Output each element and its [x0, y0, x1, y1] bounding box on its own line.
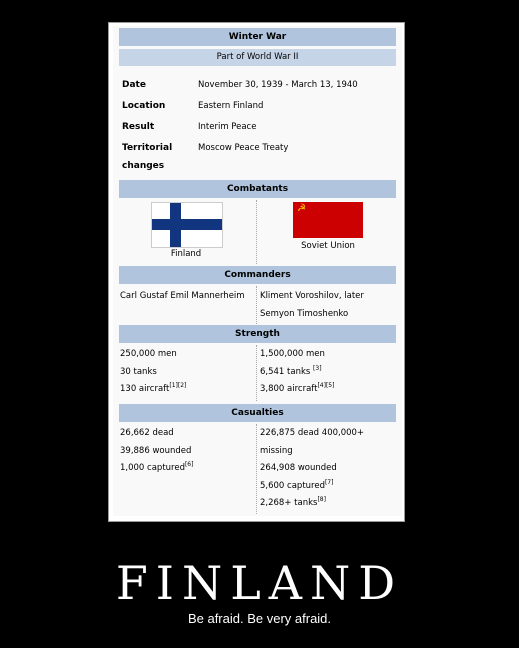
- citation-link[interactable]: [1][2]: [169, 382, 187, 390]
- soviet-flag-icon: ☭: [293, 202, 363, 238]
- casualty-item: 39,886 wounded: [120, 445, 192, 456]
- section-casualties: Casualties: [119, 404, 396, 422]
- row-label-result: Result: [122, 122, 155, 132]
- combatant-finland: Finland: [170, 249, 202, 259]
- combatant-soviet-union: Soviet Union: [301, 241, 355, 251]
- commander-name: Semyon Timoshenko: [260, 308, 349, 319]
- poster-caption: Be afraid. Be very afraid.: [187, 611, 332, 626]
- citation-link[interactable]: [4][5]: [317, 382, 335, 390]
- casualty-item: 226,875 dead 400,000+: [260, 428, 365, 438]
- casualty-item: 26,662 dead: [120, 428, 174, 438]
- row-value-date: November 30, 1939 - March 13, 1940: [198, 80, 358, 90]
- section-strength: Strength: [119, 325, 396, 343]
- strength-item: 30 tanks: [120, 366, 157, 377]
- commander-name: Kliment Voroshilov, later: [260, 291, 364, 301]
- citation-link[interactable]: [7]: [324, 478, 334, 486]
- row-value-territorial: Moscow Peace Treaty: [198, 143, 289, 153]
- strength-finland: [120, 346, 186, 399]
- casualty-item: 5,600 captured[7]: [260, 478, 334, 491]
- commanders-finland: [120, 288, 245, 306]
- combatants-divider: [256, 200, 257, 264]
- casualties-soviet: [260, 425, 364, 513]
- row-label-location: Location: [122, 101, 166, 111]
- row-value-result: Interim Peace: [198, 122, 257, 132]
- casualty-item: 2,268+ tanks[8]: [260, 496, 326, 508]
- strength-divider: [256, 345, 257, 401]
- row-label-territorial: Territorial: [122, 143, 173, 153]
- casualty-item: 264,908 wounded: [260, 463, 337, 473]
- finland-flag-icon: [151, 202, 223, 248]
- infobox-subtitle: Part of World War II: [119, 49, 396, 66]
- row-label-changes: changes: [122, 161, 165, 171]
- strength-soviet: [260, 346, 334, 399]
- citation-link[interactable]: [6]: [184, 461, 194, 469]
- casualty-item: 1,000 captured[6]: [120, 461, 194, 473]
- citation-link[interactable]: [3]: [313, 364, 322, 372]
- poster-title: FINLAND: [115, 556, 404, 610]
- casualties-finland: [120, 425, 193, 478]
- strength-item: 1,500,000 men: [260, 349, 325, 359]
- section-commanders: Commanders: [119, 266, 396, 284]
- strength-item: 3,800 aircraft[4][5]: [260, 382, 335, 394]
- strength-item: 6,541 tanks [3]: [260, 364, 322, 377]
- wikipedia-infobox: [113, 26, 402, 516]
- row-value-location: Eastern Finland: [198, 101, 264, 111]
- commanders-soviet: [260, 288, 364, 323]
- infobox-title: Winter War: [119, 28, 396, 46]
- citation-link[interactable]: [8]: [317, 496, 326, 504]
- section-combatants: Combatants: [119, 180, 396, 198]
- casualties-divider: [256, 424, 257, 514]
- strength-item: 130 aircraft[1][2]: [120, 382, 187, 394]
- strength-item: 250,000 men: [120, 349, 177, 359]
- row-label-date: Date: [122, 80, 146, 90]
- commander-name: Carl Gustaf Emil Mannerheim: [120, 291, 245, 301]
- commanders-divider: [256, 286, 257, 324]
- casualty-item: missing: [260, 445, 293, 456]
